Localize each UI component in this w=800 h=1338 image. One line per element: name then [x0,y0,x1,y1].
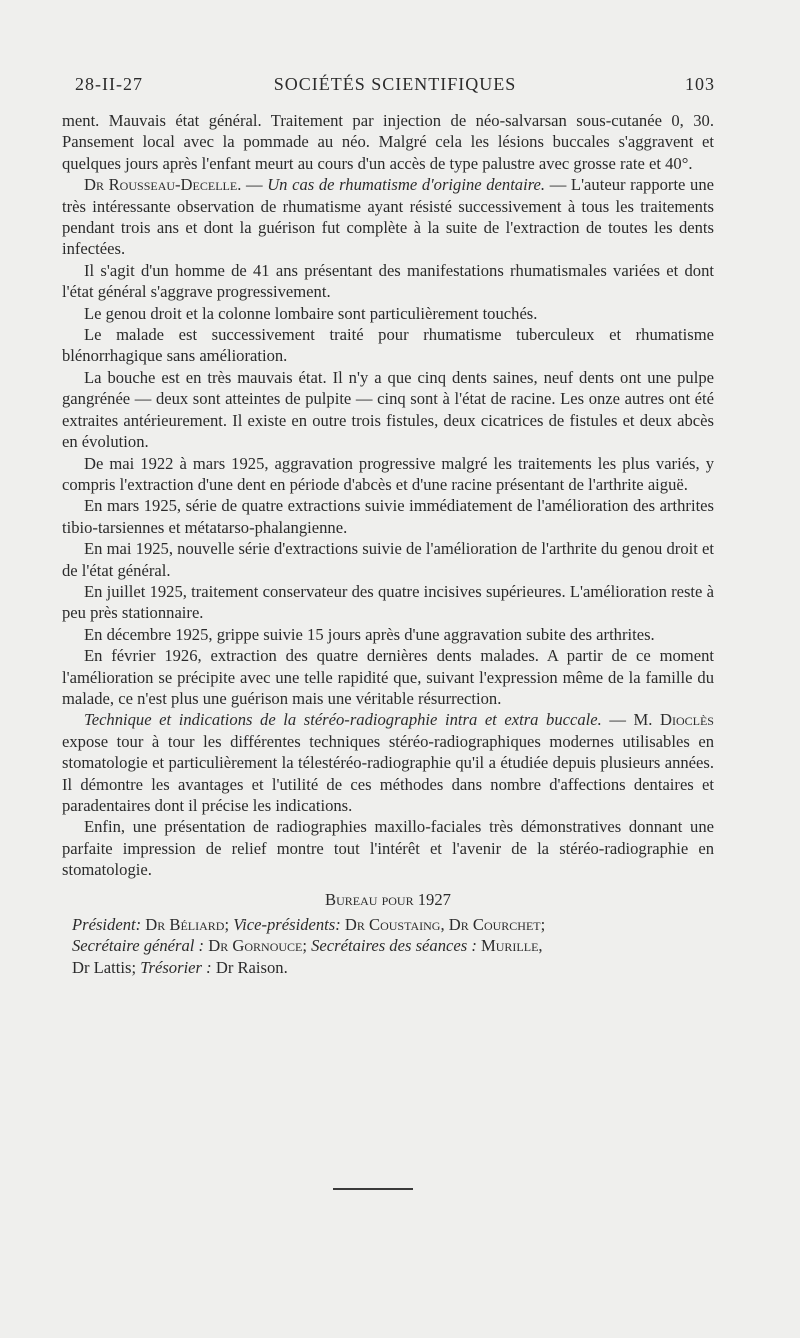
communication-title-stereo: Technique et indications de la stéréo-radiographie intra et extra buccale. [84,710,602,730]
paragraph-rousseau [62,174,714,260]
secretaries-label: Secrétaires des séances : [311,936,477,956]
sg-label: Secrétaire général : [72,936,205,956]
bureau-list [62,914,714,978]
paragraph: Il s'agit d'un homme de 41 ans présentant des manifestations rhumatismales variées et dont l'état général s'aggrave progressivement. [62,260,714,302]
communication-title-rhumatisme: Un cas de rhumatisme d'origine dentaire. [267,175,546,195]
paragraph-text: — L'auteur rapporte une très intéressante observation de rhumatisme ayant résisté successivement à tous les traitements pendant trois ans et dont la guérison fut complète à la suite de l'extraction de toutes les dents infectées. [62,175,715,259]
section-divider [333,1188,413,1190]
article-body [62,110,714,978]
paragraph: Le malade est successivement traité pour rhumatisme tuberculeux et rhumatisme blénorrhagique sans amélioration. [62,325,714,366]
author-diocles: Dioclès [660,710,714,730]
lattis-name: Dr Lattis; [72,957,141,977]
header-date: 28-II-27 [75,74,143,94]
treasurer-name: Dr Raison. [211,957,288,977]
paragraph: Enfin, une présentation de radiographies maxillo-faciales très démonstratives donnant une parfaite impression de relief montre tout l'intérêt et l'avenir de la stéréo-radiographie en stomatologie. [62,817,714,880]
paragraph: De mai 1922 à mars 1925, aggravation progressive malgré les traitements les plus variés, y compris l'extraction d'une dent en période d'abcès et d'une racine présentant de l'arthrite aiguë. [62,453,714,494]
bureau-line-3 [62,957,714,978]
bureau-heading: Bureau pour 1927 [325,889,451,909]
secretaries-names: Murille, [476,936,543,956]
author-rousseau: Dr Rousseau-Decelle. [84,175,242,195]
president-name: Dr Béliard; [141,915,234,935]
paragraph: En juillet 1925, traitement conservateur des quatre incisives supérieures. L'amélioration reste à peu près stationnaire. [62,581,714,623]
paragraph: Le genou droit et la colonne lombaire sont particulièrement touchés. [84,303,538,323]
paragraph: En février 1926, extraction des quatre dernières dents malades. A partir de ce moment l'amélioration se précipite avec une telle rapidité que, suivant l'expression même de la famille du malade, ce n'est plus une guérison mais une véritable résurrection. [62,646,714,708]
paragraph: En décembre 1925, grippe suivie 15 jours après d'une aggravation subite des arthrites. [84,624,655,644]
bureau-line-2 [62,935,714,956]
paragraph-continued: ment. Mauvais état général. Traitement par injection de néo-salvarsan sous-cutanée 0, 30. Pansement local avec la pommade au néo. Malgré cela les lésions buccales s'aggravent et quelques jours après l'enfant meurt au cours d'un accès de type palustre avec grosse rate et 40°. [62,111,714,173]
running-header [75,74,715,98]
dash: — [241,175,268,195]
paragraph-diocles [62,709,714,816]
paragraph-text: expose tour à tour les différentes techniques stéréo-radiographiques modernes utilisables en stomatologie et particulièrement la télestéréo-radiographie qu'il a étudiée depuis plusieurs années. Il démontre les avantages et l'utilité de ces méthodes dans nombre d'affections dentaires et paradentaires dont il précise les indications. [62,731,714,815]
president-label: Président: [72,915,142,935]
header-title: SOCIÉTÉS SCIENTIFIQUES [273,74,517,94]
bureau-line-1 [62,914,714,935]
paragraph: La bouche est en très mauvais état. Il n'y a que cinq dents saines, neuf dents ont une pulpe gangrénée — deux sont atteintes de pulpite — cinq sont à l'état de racine. Les onze autres ont été extraites antérieurement. Il existe en outre trois fistules, deux cicatrices de fistules et deux abcès en évolution. [62,367,714,452]
paragraph: En mai 1925, nouvelle série d'extractions suivie de l'amélioration de l'arthrite du genou droit et de l'état général. [62,539,714,580]
page-number: 103 [685,74,715,94]
treasurer-label: Trésorier : [140,957,212,977]
paragraph: En mars 1925, série de quatre extractions suivie immédiatement de l'amélioration des arthrites tibio-tarsiennes et métatarso-phalangienne. [62,496,714,537]
dash: — M. [601,710,660,730]
vp-label: Vice-présidents: [233,915,341,935]
sg-name: Dr Gornouce; [204,936,312,956]
vp-names: Dr Coustaing, Dr Courchet; [340,915,546,935]
